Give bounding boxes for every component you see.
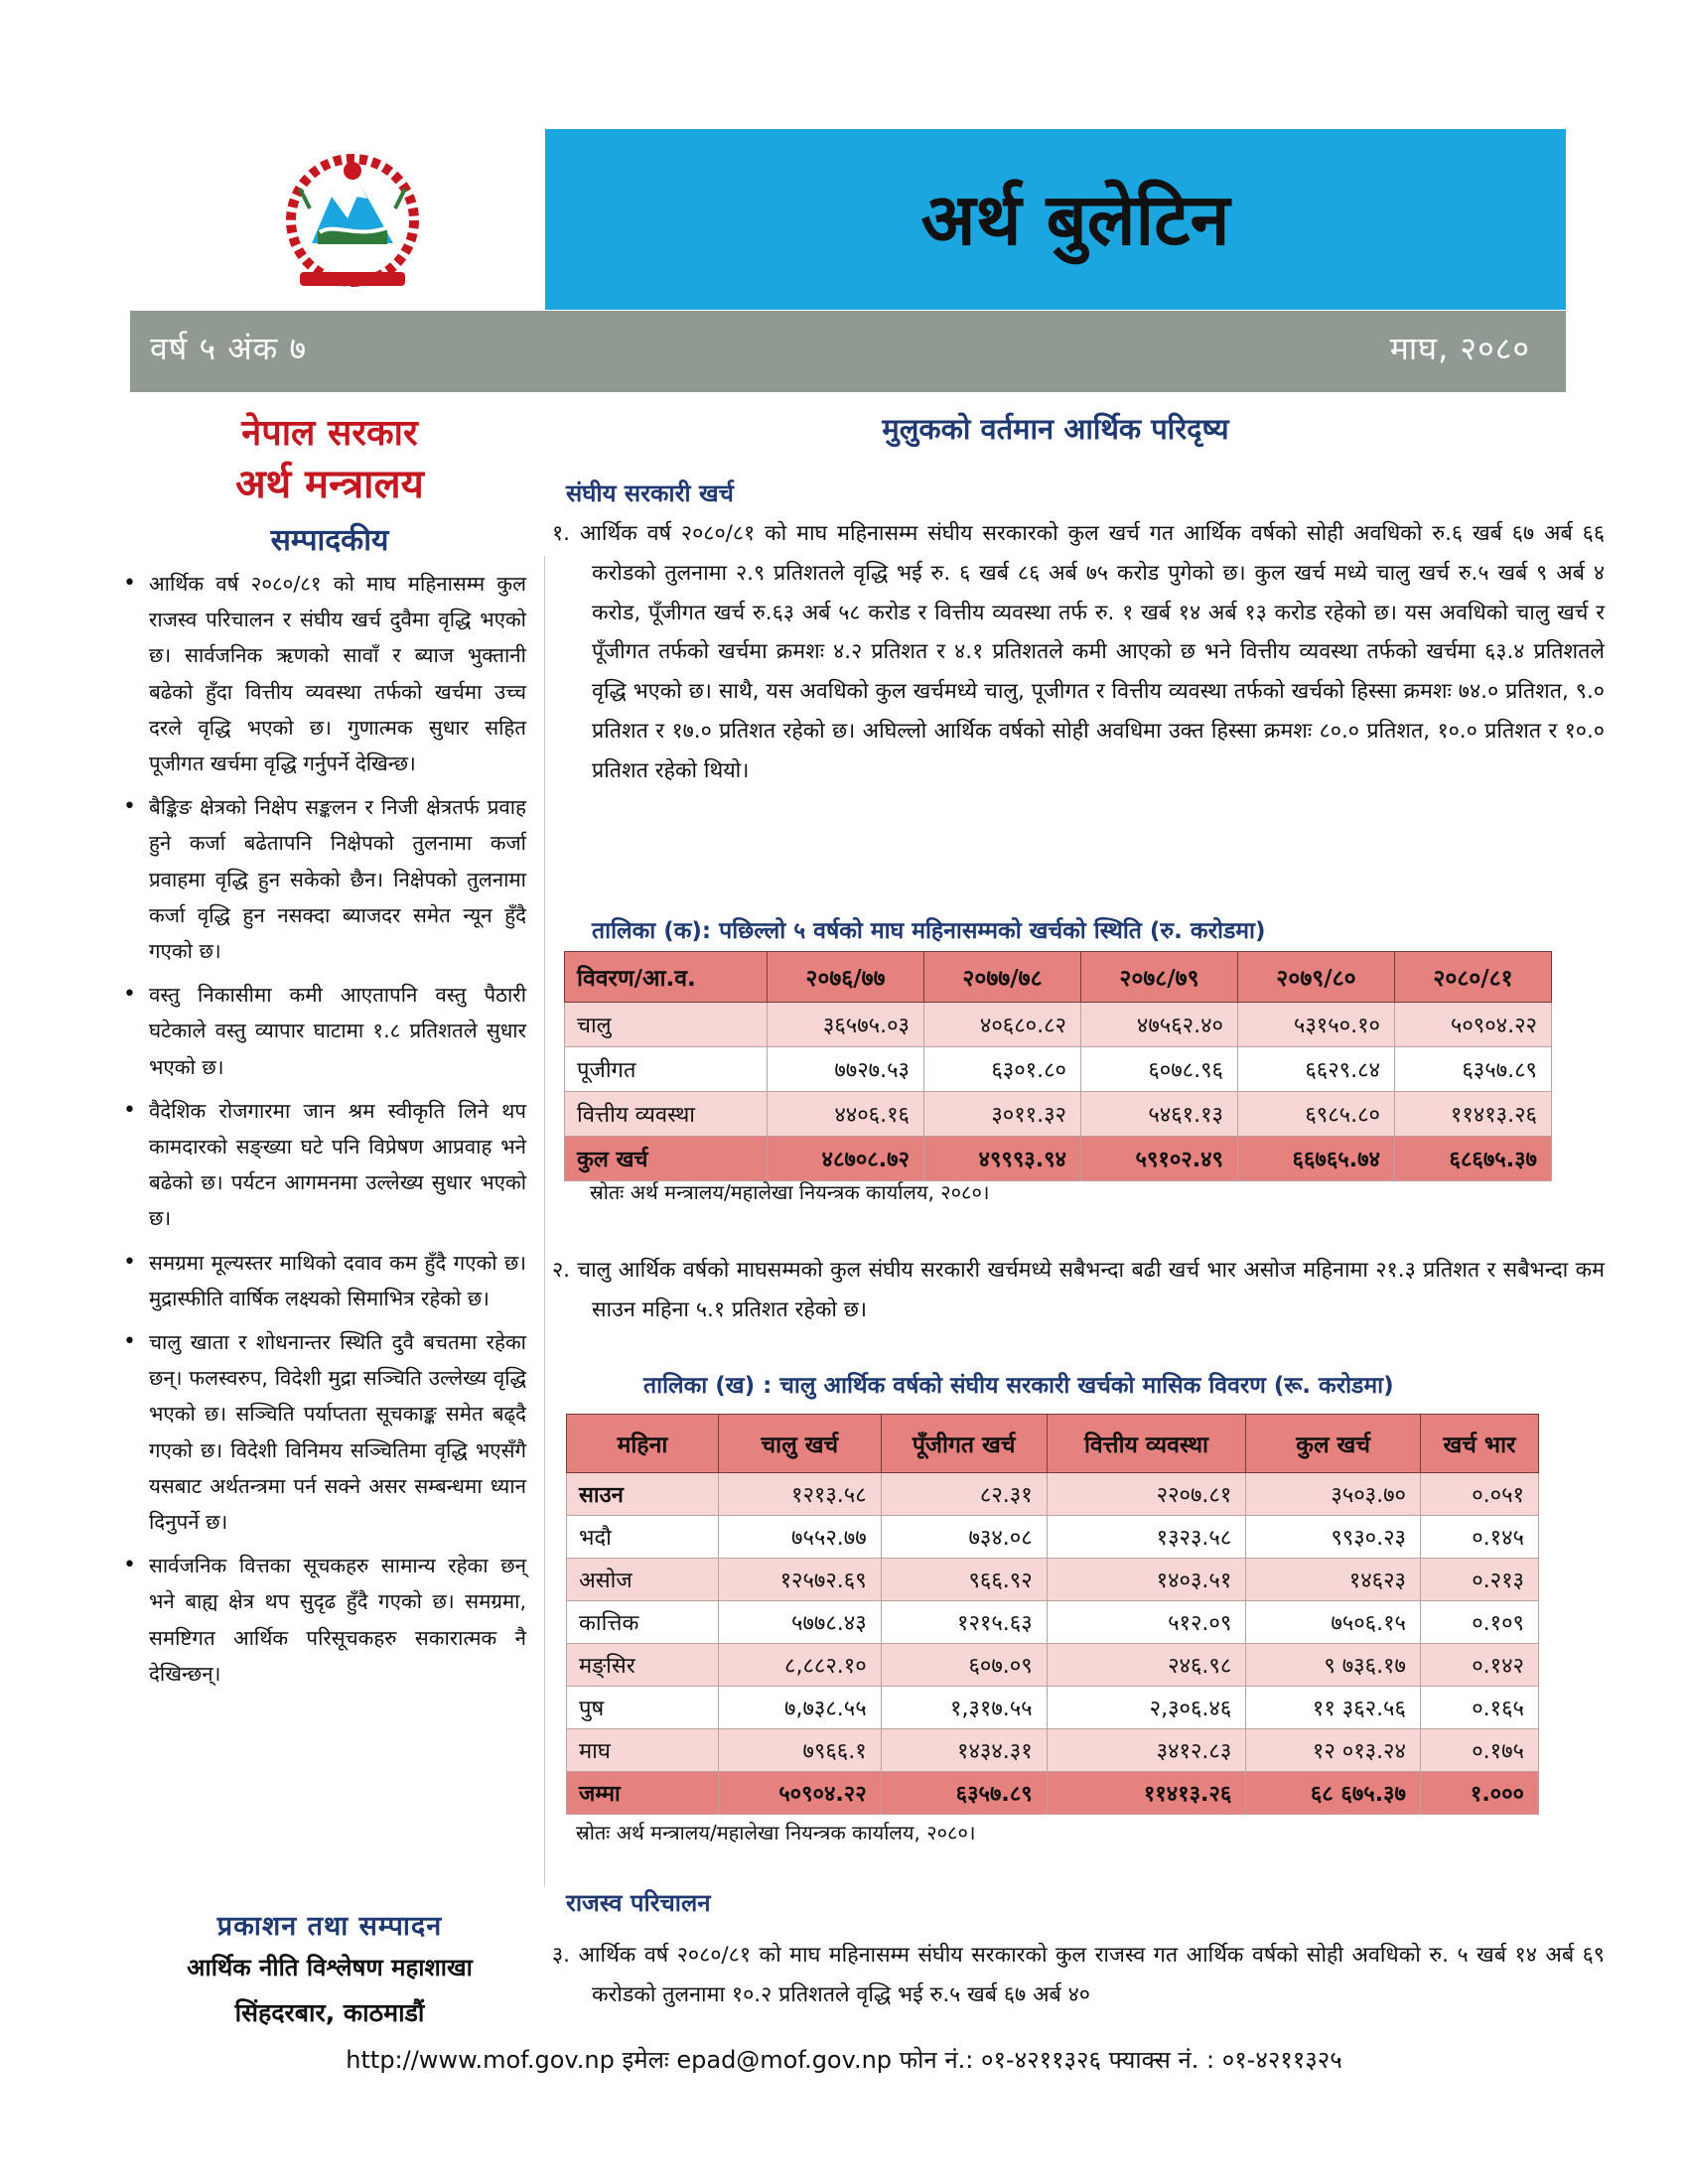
table-cell: ५१२.०९ [1047,1601,1246,1644]
table-row [567,1559,1539,1601]
publication-heading: प्रकाशन तथा सम्पादन [216,1911,443,1942]
nepal-emblem-icon [260,149,445,298]
table-total-row [567,1772,1539,1815]
editorial-heading: सम्पादकीय [270,523,389,558]
editorial-bullet: • वस्तु निकासीमा कमी आएतापनि वस्तु पैठारी घटेकाले वस्तु व्यापार घाटामा १.८ प्रतिशतले सुधार भएको छ। [117,977,526,1085]
table-cell: कात्तिक [567,1601,719,1644]
paragraph-2: २. चालु आर्थिक वर्षको माघसम्मको कुल संघीय सरकारी खर्चमध्ये सबैभन्दा बढी खर्च भार असोज महिनामा २१.३ प्रतिशत र सबैभन्दा कम साउन महिना ५.१ प्रतिशत रहेको छ। [552,1258,1605,1322]
table-cell: भदौ [567,1516,719,1559]
table-row [567,1729,1539,1772]
table-header-cell: २०७६/७७ [768,952,924,1003]
table-cell: ३०११.३२ [924,1092,1081,1137]
table2-source: स्रोतः अर्थ मन्त्रालय/महालेखा नियन्त्रक कार्यालय, २०८०। [576,1821,976,1844]
table-cell: ०.१४५ [1420,1516,1538,1559]
table-cell: ०.१६५ [1420,1687,1538,1729]
table-header-cell: वित्तीय व्यवस्था [1047,1415,1246,1473]
editorial-bullet: • चालु खाता र शोधनान्तर स्थिति दुवै बचतमा रहेका छन्। फलस्वरुप, विदेशी मुद्रा सञ्चिति उल्लेख्य वृद्धि भएको छ। सञ्चिति पर्याप्तता सूचकाङ्क समेत बढ्दै गएको छ। विदेशी विनिमय सञ्चितिमा वृद्धि भएसँगै यसबाट अर्थतन्त्रमा पर्न सक्ने असर सम्बन्धमा ध्यान दिनुपर्ने छ। [117,1324,526,1540]
table-cell: २,३०६.४६ [1047,1687,1246,1729]
table-cell: १४०३.५१ [1047,1559,1246,1601]
editorial-bullet: • समग्रमा मूल्यस्तर माथिको दवाव कम हुँदै गएको छ।मुद्रास्फीति वार्षिक लक्ष्यको सिमाभित्र रहेको छ। [117,1245,526,1316]
table-cell: ११ ३६२.५६ [1246,1687,1421,1729]
table-row [565,1003,1552,1047]
table-cell: पूजीगत [565,1047,768,1092]
table-cell: ७,७३८.५५ [719,1687,882,1729]
table-cell: १२ ०१३.२४ [1246,1729,1421,1772]
table-cell: ३५०३.७० [1246,1473,1421,1516]
table-cell: ५९१०२.४९ [1081,1137,1238,1181]
expenditure-5yr-table [564,951,1552,1181]
table-cell: ६६२९.८४ [1238,1047,1395,1092]
table-cell: ८,८८२.१० [719,1644,882,1687]
table-header-cell: विवरण/आ.व. [565,952,768,1003]
table-header-row [567,1415,1539,1473]
table-cell: ३४१२.८३ [1047,1729,1246,1772]
editorial-list [117,566,526,1700]
issue-date: माघ, २०८० [1389,330,1530,367]
footer-contact: http://www.mof.gov.np इमेलः epad@mof.gov.np फोन नं.: ०१-४२११३२६ फ्याक्स नं. : ०१-४२११३२५ [346,2046,1342,2074]
table-cell: ८२.३१ [881,1473,1047,1516]
table-cell: ७३४.०८ [881,1516,1047,1559]
table-cell: ७९६६.१ [719,1729,882,1772]
table-cell: मङ्सिर [567,1644,719,1687]
table-row [567,1601,1539,1644]
table-cell: १३२३.५८ [1047,1516,1246,1559]
table-cell: २२०७.८१ [1047,1473,1246,1516]
table-cell: असोज [567,1559,719,1601]
table-cell: साउन [567,1473,719,1516]
table-cell: पुष [567,1687,719,1729]
publication-address: सिंहदरबार, काठमाडौं [234,1998,425,2027]
table-cell: वित्तीय व्यवस्था [565,1092,768,1137]
table-cell: १४३४.३१ [881,1729,1047,1772]
table-cell: ०.१४२ [1420,1644,1538,1687]
table-cell: ०.०५१ [1420,1473,1538,1516]
table-header-cell: २०७९/८० [1238,952,1395,1003]
table-header-cell: महिना [567,1415,719,1473]
table-cell: ०.२१३ [1420,1559,1538,1601]
table-cell: ६३५७.८९ [1395,1047,1552,1092]
subheading-federal-expenditure: संघीय सरकारी खर्च [566,479,734,507]
table-header-cell: पूँजीगत खर्च [881,1415,1047,1473]
section-title: मुलुकको वर्तमान आर्थिक परिदृष्य [882,412,1229,446]
table-cell: ११४१३.२६ [1395,1092,1552,1137]
publication-division: आर्थिक नीति विश्लेषण महाशाखा [187,1954,473,1981]
table-row [567,1644,1539,1687]
table2-caption: तालिका (ख) : चालु आर्थिक वर्षको संघीय सरकारी खर्चको मासिक विवरण (रू. करोडमा) [643,1373,1394,1399]
table-cell: ६६७६५.७४ [1238,1137,1395,1181]
table-row [567,1516,1539,1559]
table-cell: चालु [565,1003,768,1047]
table-cell: ७५०६.१५ [1246,1601,1421,1644]
table-cell: ५०९०४.२२ [1395,1003,1552,1047]
table-cell: ९९३०.२३ [1246,1516,1421,1559]
table-header-cell: कुल खर्च [1246,1415,1421,1473]
table-row [567,1473,1539,1516]
editorial-bullet: • सार्वजनिक वित्तका सूचकहरु सामान्य रहेका छन् भने बाह्य क्षेत्र थप सुदृढ हुँदै गएको छ। समग्रमा, समष्टिगत आर्थिक परिसूचकहरु सकारात्मक नै देखिन्छन्। [117,1548,526,1692]
table-cell: ३६५७५.०३ [768,1003,924,1047]
table-cell: ५०९०४.२२ [719,1772,882,1815]
table-header-cell: २०८०/८१ [1395,952,1552,1003]
table-cell: ९ ७३६.१७ [1246,1644,1421,1687]
table-cell: ५७७८.४३ [719,1601,882,1644]
paragraph-1: १. आर्थिक वर्ष २०८०/८१ को माघ महिनासम्म संघीय सरकारको कुल खर्च गत आर्थिक वर्षको सोही अवधिको रु.६ खर्ब ६७ अर्ब ६६ करोडको तुलनामा २.९ प्रतिशतले वृद्धि भई रु. ६ खर्ब ८६ अर्ब ७५ करोड पुगेको छ। कुल खर्च मध्ये चालु खर्च रु.५ खर्ब ९ अर्ब ४ करोड, पूँजीगत खर्च रु.६३ अर्ब ५८ करोड र वित्तीय व्यवस्था तर्फ रु. १ खर्ब १४ अर्ब १३ करोड रहेको छ। यस अवधिको चालु खर्च र पूँजीगत तर्फको खर्चमा क्रमशः ४.२ प्रतिशत र ४.१ प्रतिशतले कमी आएको छ भने वित्तीय व्यवस्था तर्फको खर्चमा ६३.४ प्रतिशतले वृद्धि भएको छ। साथै, यस अवधिको कुल खर्चमध्ये चालु, पूजीगत र वित्तीय व्यवस्था तर्फको खर्चको हिस्सा क्रमशः ७४.० प्रतिशत, ९.० प्रतिशत र १७.० प्रतिशत रहेको छ। अघिल्लो आर्थिक वर्षको सोही अवधिमा उक्त हिस्सा क्रमशः ८०.० प्रतिशत, १०.० प्रतिशत र १०.० प्रतिशत रहेको थियो। [552,521,1605,783]
table-cell: ६०७८.९६ [1081,1047,1238,1092]
table-cell: ९६६.९२ [881,1559,1047,1601]
table1-source: स्रोतः अर्थ मन्त्रालय/महालेखा नियन्त्रक कार्यालय, २०८०। [590,1180,990,1204]
table-cell: १,३१७.५५ [881,1687,1047,1729]
table-cell: ६९८५.८० [1238,1092,1395,1137]
subheading-revenue: राजस्व परिचालन [566,1889,711,1917]
table-cell: ६३०१.८० [924,1047,1081,1092]
editorial-bullet: • आर्थिक वर्ष २०८०/८१ को माघ महिनासम्म कुल राजस्व परिचालन र संघीय खर्च दुवैमा वृद्धि भएको छ। सार्वजनिक ऋणको सावाँ र ब्याज भुक्तानी बढेको हुँदा वित्तीय व्यवस्था तर्फको खर्चमा उच्च दरले वृद्धि भएको छ। गुणात्मक सुधार सहित पूजीगत खर्चमा वृद्धि गर्नुपर्ने देखिन्छ। [117,566,526,781]
table-cell: ४४०६.१६ [768,1092,924,1137]
table-cell: ११४१३.२६ [1047,1772,1246,1815]
table-row [565,1092,1552,1137]
table-cell: माघ [567,1729,719,1772]
bulletin-title-banner [545,129,1566,310]
table-header-cell: चालु खर्च [719,1415,882,1473]
paragraph-3: ३. आर्थिक वर्ष २०८०/८१ को माघ महिनासम्म संघीय सरकारको कुल राजस्व गत आर्थिक वर्षको सोही अवधिको रु. ५ खर्ब १४ अर्ब ६९ करोडको तुलनामा १०.२ प्रतिशतले वृद्धि भई रु.५ खर्ब ६७ अर्ब ४० [552,1943,1605,2007]
table-cell: ०.१०९ [1420,1601,1538,1644]
org-name: नेपाल सरकार [241,412,418,454]
table-cell: ७७२७.५३ [768,1047,924,1092]
table-cell: ०.१७५ [1420,1729,1538,1772]
table-header-cell: २०७८/७९ [1081,952,1238,1003]
table-cell: ४७५६२.४० [1081,1003,1238,1047]
table-header-cell: २०७७/७८ [924,952,1081,1003]
table-row [567,1687,1539,1729]
table-cell: ४८७०८.७२ [768,1137,924,1181]
table-cell: १२१५.६३ [881,1601,1047,1644]
table-cell: ४९९९३.९४ [924,1137,1081,1181]
table-cell: १.००० [1420,1772,1538,1815]
table-cell: कुल खर्च [565,1137,768,1181]
table-cell: १२१३.५८ [719,1473,882,1516]
column-divider [544,556,545,1886]
ministry-name: अर्थ मन्त्रालय [235,461,424,507]
table-header-row [565,952,1552,1003]
table-cell: जम्मा [567,1772,719,1815]
table-row [565,1047,1552,1092]
table-cell: ६३५७.८९ [881,1772,1047,1815]
table-total-row [565,1137,1552,1181]
table-cell: ६८६७५.३७ [1395,1137,1552,1181]
table-cell: २४६.९८ [1047,1644,1246,1687]
issue-bar [130,311,1566,392]
table-cell: १४६२३ [1246,1559,1421,1601]
table-header-cell: खर्च भार [1420,1415,1538,1473]
issue-number: वर्ष ५ अंक ७ [150,330,308,367]
table-cell: ६०७.०९ [881,1644,1047,1687]
editorial-bullet: • बैङ्किङ क्षेत्रको निक्षेप सङ्कलन र निजी क्षेत्रतर्फ प्रवाह हुने कर्जा बढेतापनि निक्षेपको तुलनामा कर्जा प्रवाहमा वृद्धि हुन सकेको छैन। निक्षेपको तुलनामा कर्जा वृद्धि हुन नसक्दा ब्याजदर समेत न्यून हुँदै गएको छ। [117,789,526,969]
table-cell: ६८ ६७५.३७ [1246,1772,1421,1815]
bulletin-title: अर्थ बुलेटिन [920,177,1230,261]
table-cell: ५३१५०.१० [1238,1003,1395,1047]
table1-caption: तालिका (क): पछिल्लो ५ वर्षको माघ महिनासम्मको खर्चको स्थिति (रु. करोडमा) [592,918,1266,944]
table-cell: ७५५२.७७ [719,1516,882,1559]
table-cell: ५४६१.१३ [1081,1092,1238,1137]
table-cell: ४०६८०.८२ [924,1003,1081,1047]
table-cell: १२५७२.६९ [719,1559,882,1601]
monthly-expenditure-table [566,1414,1539,1815]
editorial-bullet: • वैदेशिक रोजगारमा जान श्रम स्वीकृति लिने थप कामदारको सङ्ख्या घटे पनि विप्रेषण आप्रवाह भने बढेको छ। पर्यटन आगमनमा उल्लेख्य सुधार भएको छ। [117,1093,526,1237]
